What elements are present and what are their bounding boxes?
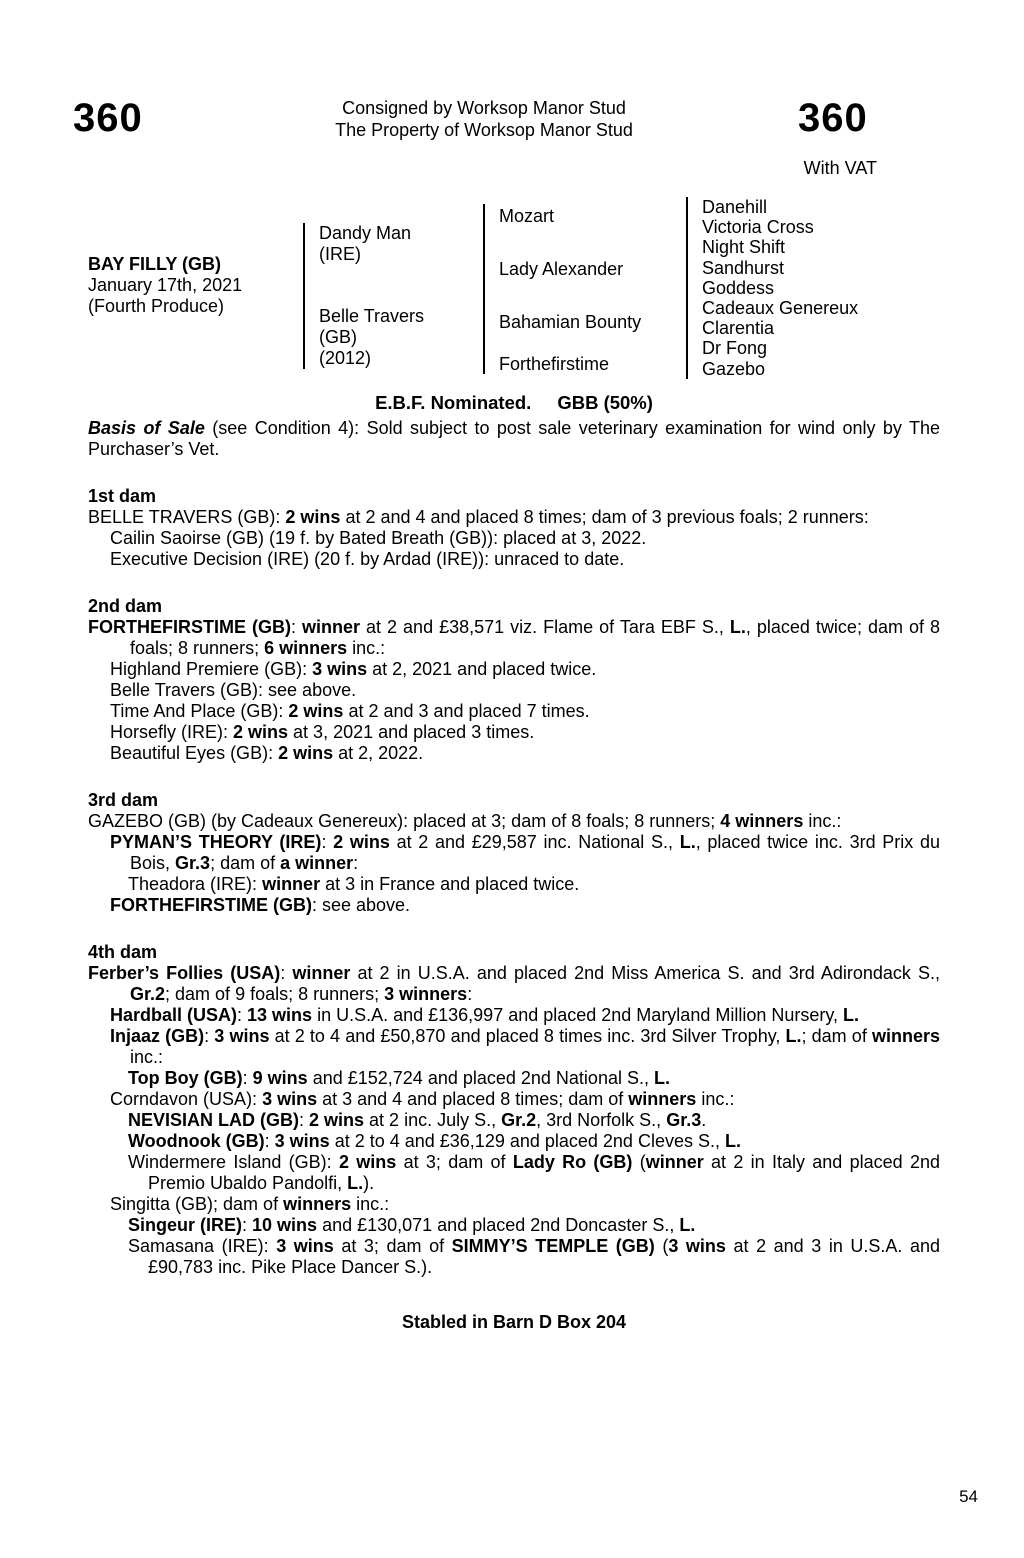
gen3-entry: Sandhurst bbox=[702, 257, 785, 278]
text-segment: L. bbox=[724, 1131, 741, 1151]
text-segment: inc.: bbox=[351, 1194, 390, 1214]
horse-name: BAY FILLY (GB) bbox=[88, 254, 222, 274]
pedigree-paragraph bbox=[88, 1215, 940, 1236]
dam-name: Belle Travers bbox=[319, 306, 425, 326]
dam-section-heading: 1st dam bbox=[88, 486, 157, 506]
pedigree-paragraph bbox=[88, 1152, 940, 1194]
text-segment: BELLE TRAVERS (GB): bbox=[88, 507, 286, 527]
consignor-block bbox=[58, 97, 910, 141]
dam-entry bbox=[319, 306, 481, 369]
pedigree-paragraph bbox=[88, 1236, 940, 1278]
text-segment: at 2 and £38,571 viz. Flame of Tara EBF S., bbox=[360, 617, 730, 637]
gen3-entry: Cadeaux Genereux bbox=[702, 298, 859, 319]
basis-of-sale-text: (see Condition 4): Sold subject to post sale veterinary examination for wind only by The Purchaser’s Vet. bbox=[88, 418, 940, 459]
text-segment: GAZEBO (GB) (by Cadeaux Genereux): placed at 3; dam of 8 foals; 8 runners; bbox=[88, 811, 721, 831]
text-segment: 2 wins bbox=[338, 1152, 397, 1172]
text-segment: L. bbox=[843, 1005, 860, 1025]
text-segment: Ferber’s Follies (USA) bbox=[88, 963, 281, 983]
horse-foaling-date: January 17th, 2021 bbox=[88, 275, 243, 295]
text-segment: . bbox=[701, 1110, 707, 1130]
text-segment: : bbox=[242, 1068, 253, 1088]
text-segment: Gr.2 bbox=[130, 984, 166, 1004]
text-segment: Theadora (IRE): bbox=[128, 874, 263, 894]
text-segment: Top Boy (GB) bbox=[128, 1068, 243, 1088]
text-segment: at 3; dam of bbox=[396, 1152, 513, 1172]
basis-of-sale-label: Basis of Sale bbox=[88, 418, 205, 438]
text-segment: winners bbox=[628, 1089, 697, 1109]
pedigree-paragraph bbox=[88, 1068, 940, 1089]
pedigree-paragraph bbox=[88, 874, 940, 895]
text-segment: , placed twice inc. 3rd Prix du Bois, bbox=[130, 832, 941, 873]
text-segment: : see above. bbox=[311, 895, 411, 915]
pedigree-paragraph bbox=[88, 659, 940, 680]
text-segment: L. bbox=[679, 832, 696, 852]
text-segment: in U.S.A. and £136,997 and placed 2nd Maryland Million Nursery, bbox=[312, 1005, 844, 1025]
gen3-entry: Goddess bbox=[702, 277, 775, 298]
text-segment: at 3 in France and placed twice. bbox=[320, 874, 580, 894]
sire-entry bbox=[319, 223, 481, 265]
text-segment: Executive Decision (IRE) (20 f. by Ardad (IRE)): unraced to date. bbox=[110, 549, 625, 569]
text-segment: 2 wins bbox=[333, 832, 390, 852]
text-segment: at 2 to 4 and £36,129 and placed 2nd Cleves S., bbox=[329, 1131, 725, 1151]
pedigree-paragraph bbox=[88, 528, 940, 549]
text-segment: 13 wins bbox=[247, 1005, 313, 1025]
basis-of-sale bbox=[88, 418, 940, 460]
pedigree-gen2-column bbox=[483, 204, 683, 374]
gen2-entry: Forthefirstime bbox=[499, 354, 610, 374]
text-segment: Corndavon (USA): bbox=[110, 1089, 263, 1109]
text-segment: and £130,071 and placed 2nd Doncaster S., bbox=[317, 1215, 680, 1235]
text-segment: at 3 and 4 and placed 8 times; dam of bbox=[317, 1089, 629, 1109]
pedigree-gen1-column bbox=[303, 223, 481, 369]
gen2-entry: Lady Alexander bbox=[499, 259, 624, 279]
gen3-entry: Dr Fong bbox=[702, 338, 768, 359]
gen2-entry: Mozart bbox=[499, 206, 555, 226]
text-segment: ( bbox=[654, 1236, 669, 1256]
text-segment: at 2 and 3 and placed 7 times. bbox=[343, 701, 590, 721]
text-segment: 2 wins bbox=[288, 701, 344, 721]
text-segment: Belle Travers (GB): see above. bbox=[110, 680, 357, 700]
text-segment: Horsefly (IRE): bbox=[110, 722, 234, 742]
pedigree-paragraph bbox=[88, 722, 940, 743]
ebf-note: E.B.F. Nominated. bbox=[375, 392, 532, 413]
text-segment: : bbox=[321, 832, 334, 852]
ebf-gbb-line bbox=[88, 392, 940, 413]
text-segment: 10 wins bbox=[252, 1215, 318, 1235]
text-segment: Injaaz (GB) bbox=[110, 1026, 205, 1046]
pedigree-paragraph bbox=[88, 743, 940, 764]
text-segment: a winner bbox=[280, 853, 354, 873]
pedigree-paragraph bbox=[88, 1110, 940, 1131]
text-segment: inc.: bbox=[347, 638, 386, 658]
text-segment: NEVISIAN LAD (GB) bbox=[128, 1110, 299, 1130]
dam-section-heading: 2nd dam bbox=[88, 596, 163, 616]
text-segment: at 2, 2021 and placed twice. bbox=[367, 659, 597, 679]
gen3-entry: Gazebo bbox=[702, 358, 766, 379]
text-segment: at 2 to 4 and £50,870 and placed 8 times inc. 3rd Silver Trophy, bbox=[269, 1026, 786, 1046]
text-segment: winner bbox=[302, 617, 361, 637]
pedigree-paragraph bbox=[88, 1026, 940, 1068]
text-segment: : bbox=[242, 1215, 253, 1235]
text-segment: 3 winners bbox=[384, 984, 468, 1004]
text-segment: L. bbox=[653, 1068, 670, 1088]
text-segment: PYMAN’S THEORY (IRE) bbox=[110, 832, 322, 852]
text-segment: : bbox=[467, 984, 473, 1004]
pedigree-table bbox=[88, 196, 940, 391]
text-segment: , 3rd Norfolk S., bbox=[536, 1110, 667, 1130]
text-segment: winners bbox=[871, 1026, 940, 1046]
text-segment: Gr.3 bbox=[175, 853, 211, 873]
dam-section-heading: 3rd dam bbox=[88, 790, 159, 810]
pedigree-paragraph bbox=[88, 895, 940, 916]
text-segment: 2 wins bbox=[309, 1110, 365, 1130]
pedigree-paragraph bbox=[88, 811, 940, 832]
text-segment: L. bbox=[347, 1173, 364, 1193]
text-segment: : bbox=[290, 617, 302, 637]
text-segment: Hardball (USA) bbox=[110, 1005, 238, 1025]
text-segment: Lady Ro (GB) bbox=[512, 1152, 633, 1172]
gen2-entry: Bahamian Bounty bbox=[499, 312, 642, 332]
text-segment: 3 wins bbox=[262, 1089, 318, 1109]
sire-name: Dandy Man bbox=[319, 223, 412, 243]
pedigree-paragraph bbox=[88, 549, 940, 570]
lot-number-left: 360 bbox=[73, 96, 143, 140]
text-segment: ; dam of bbox=[801, 1026, 872, 1046]
text-segment: SIMMY’S TEMPLE (GB) bbox=[451, 1236, 655, 1256]
sire-suffix: (IRE) bbox=[319, 244, 361, 264]
text-segment: at 2 and £29,587 inc. National S., bbox=[389, 832, 680, 852]
text-segment: : bbox=[204, 1026, 215, 1046]
text-segment: at 3, 2021 and placed 3 times. bbox=[288, 722, 535, 742]
text-segment: at 2 inc. July S., bbox=[364, 1110, 502, 1130]
text-segment: winner bbox=[292, 963, 351, 983]
text-segment: Woodnook (GB) bbox=[128, 1131, 265, 1151]
gbb-note: GBB (50%) bbox=[557, 392, 653, 413]
text-segment: at 2, 2022. bbox=[333, 743, 424, 763]
text-segment: L. bbox=[729, 617, 746, 637]
consigned-line: Consigned by Worksop Manor Stud bbox=[342, 98, 626, 118]
horse-description-block bbox=[88, 254, 302, 317]
vat-note: With VAT bbox=[803, 158, 877, 178]
dam-section-heading: 4th dam bbox=[88, 942, 158, 962]
gen3-entry: Victoria Cross bbox=[702, 217, 814, 238]
horse-produce-note: (Fourth Produce) bbox=[88, 296, 225, 316]
text-segment: and £152,724 and placed 2nd National S., bbox=[307, 1068, 654, 1088]
text-segment: 3 wins bbox=[214, 1026, 270, 1046]
lot-number-right: 360 bbox=[798, 96, 868, 140]
text-segment: ( bbox=[632, 1152, 646, 1172]
text-segment: inc.: bbox=[803, 811, 842, 831]
text-segment: 2 wins bbox=[278, 743, 334, 763]
text-segment: at 2 and 3 in U.S.A. and £90,783 inc. Pike Place Dancer S.). bbox=[148, 1236, 940, 1277]
text-segment: 6 winners bbox=[264, 638, 348, 658]
text-segment: at 3; dam of bbox=[333, 1236, 452, 1256]
pedigree-paragraph bbox=[88, 1194, 940, 1215]
text-segment: Singitta (GB); dam of bbox=[110, 1194, 284, 1214]
pedigree-paragraph bbox=[88, 963, 940, 1005]
text-segment: Windermere Island (GB): bbox=[128, 1152, 339, 1172]
text-segment: Gr.3 bbox=[666, 1110, 702, 1130]
text-segment: winner bbox=[262, 874, 321, 894]
text-segment: : bbox=[353, 853, 359, 873]
text-segment: : bbox=[280, 963, 293, 983]
text-segment: FORTHEFIRSTIME (GB) bbox=[88, 617, 291, 637]
pedigree-paragraph bbox=[88, 1005, 940, 1026]
text-segment: 2 wins bbox=[233, 722, 289, 742]
text-segment: 9 wins bbox=[252, 1068, 308, 1088]
pedigree-paragraph bbox=[88, 1131, 940, 1152]
dam-year: (2012) bbox=[319, 348, 372, 368]
gen3-entry: Night Shift bbox=[702, 237, 786, 258]
text-segment: 3 wins bbox=[274, 1131, 330, 1151]
text-segment: ; dam of 9 foals; 8 runners; bbox=[165, 984, 385, 1004]
text-segment: at 2 and 4 and placed 8 times; dam of 3 previous foals; 2 runners: bbox=[340, 507, 869, 527]
text-segment: 2 wins bbox=[285, 507, 341, 527]
text-segment: L. bbox=[785, 1026, 802, 1046]
text-segment: inc.: bbox=[130, 1047, 164, 1067]
text-segment: : bbox=[237, 1005, 248, 1025]
text-segment: FORTHEFIRSTIME (GB) bbox=[110, 895, 312, 915]
pedigree-paragraph bbox=[88, 832, 940, 874]
text-segment: at 2 in U.S.A. and placed 2nd Miss America S. and 3rd Adirondack S., bbox=[350, 963, 940, 983]
text-segment: ; dam of bbox=[210, 853, 281, 873]
gen3-entry: Danehill bbox=[702, 197, 768, 217]
text-segment: at 2 in Italy and placed 2nd Premio Ubaldo Pandolfi, bbox=[148, 1152, 940, 1193]
text-segment: : bbox=[299, 1110, 310, 1130]
pedigree-gen3-column bbox=[686, 197, 940, 379]
text-segment: Gr.2 bbox=[501, 1110, 537, 1130]
text-segment: inc.: bbox=[696, 1089, 735, 1109]
pedigree-paragraph bbox=[88, 617, 940, 659]
property-line: The Property of Worksop Manor Stud bbox=[335, 120, 633, 140]
catalogue-text bbox=[88, 392, 940, 1333]
text-segment: Time And Place (GB): bbox=[110, 701, 289, 721]
text-segment: winner bbox=[645, 1152, 704, 1172]
text-segment: : bbox=[264, 1131, 275, 1151]
text-segment: Beautiful Eyes (GB): bbox=[110, 743, 279, 763]
dam-sections bbox=[88, 486, 940, 1278]
text-segment: winners bbox=[283, 1194, 352, 1214]
text-segment: 3 wins bbox=[276, 1236, 334, 1256]
text-segment: ). bbox=[363, 1173, 375, 1193]
stabled-line: Stabled in Barn D Box 204 bbox=[401, 1312, 627, 1332]
gen3-entry: Clarentia bbox=[702, 318, 775, 339]
page-number: 54 bbox=[959, 1487, 978, 1506]
text-segment: L. bbox=[679, 1215, 696, 1235]
text-segment: Highland Premiere (GB): bbox=[110, 659, 313, 679]
text-segment: , placed twice; dam of 8 foals; 8 runners; bbox=[130, 617, 940, 658]
dam-suffix: (GB) bbox=[319, 327, 357, 347]
pedigree-paragraph bbox=[88, 701, 940, 722]
text-segment: Singeur (IRE) bbox=[128, 1215, 243, 1235]
text-segment: Samasana (IRE): bbox=[128, 1236, 277, 1256]
text-segment: 3 wins bbox=[312, 659, 368, 679]
pedigree-paragraph bbox=[88, 1089, 940, 1110]
text-segment: Cailin Saoirse (GB) (19 f. by Bated Breath (GB)): placed at 3, 2022. bbox=[110, 528, 647, 548]
text-segment: 4 winners bbox=[720, 811, 804, 831]
pedigree-paragraph bbox=[88, 680, 940, 701]
pedigree-paragraph bbox=[88, 507, 940, 528]
text-segment: 3 wins bbox=[668, 1236, 726, 1256]
